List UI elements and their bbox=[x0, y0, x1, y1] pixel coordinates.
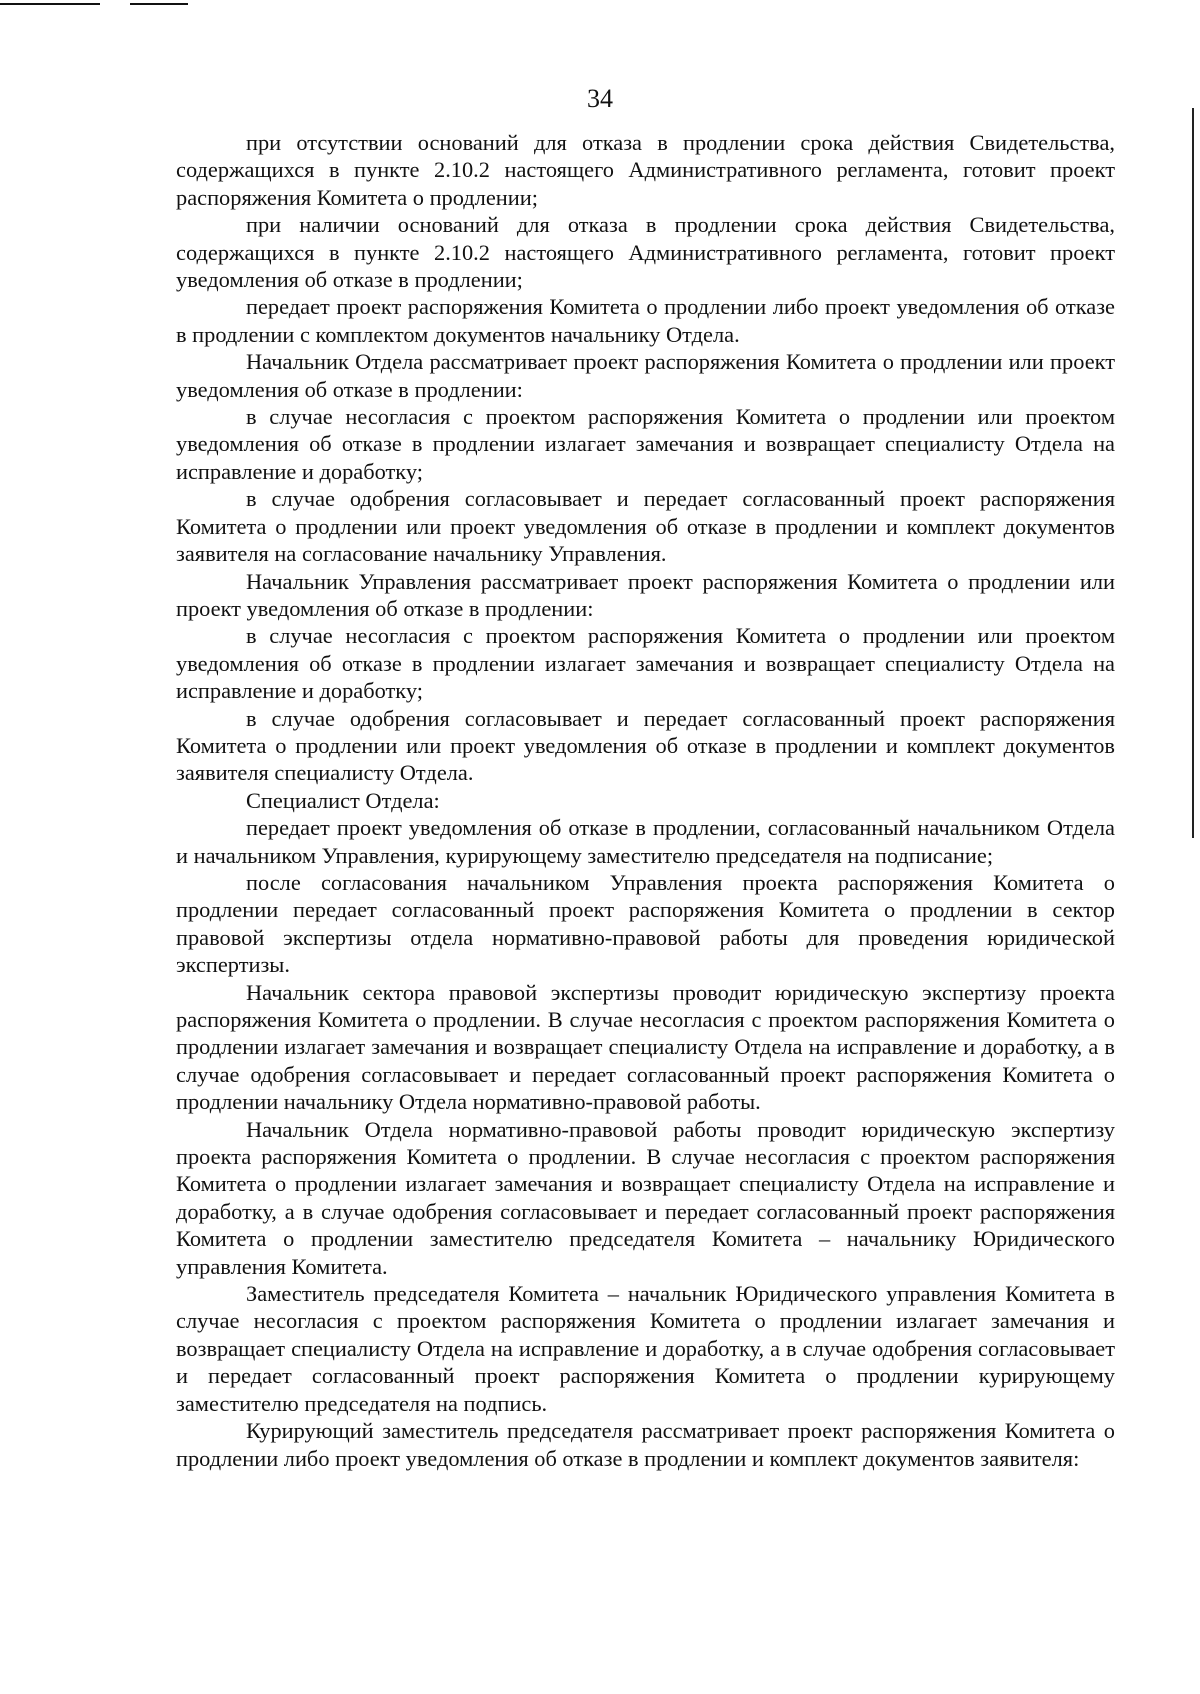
scan-artifact-mark bbox=[0, 3, 100, 5]
paragraph: передает проект распоряжения Комитета о продлении либо проект уведомления об отказе в продлении с комплектом документов начальнику Отдела. bbox=[176, 294, 1115, 347]
paragraph: в случае несогласия с проектом распоряжения Комитета о продлении или проектом уведомления об отказе в продлении излагает замечания и возвращает специалисту Отдела на исправление и доработку; bbox=[176, 404, 1115, 484]
page-number: 34 bbox=[587, 84, 613, 113]
document-body bbox=[176, 129, 1115, 1472]
paragraph: передает проект уведомления об отказе в продлении, согласованный начальником Отдела и начальником Управления, курирующему заместителю председателя на подписание; bbox=[176, 815, 1115, 868]
paragraph: Начальник сектора правовой экспертизы проводит юридическую экспертизу проекта распоряжения Комитета о продлении. В случае несогласия с проектом распоряжения Комитета о продлении излагает замечания и возвращает специалисту Отдела на исправление и доработку, а в случае одобрения согласовывает и передает согласованный проект распоряжения Комитета о продлении начальнику Отдела нормативно-правовой работы. bbox=[176, 979, 1115, 1115]
paragraph: в случае несогласия с проектом распоряжения Комитета о продлении или проектом уведомления об отказе в продлении излагает замечания и возвращает специалисту Отдела на исправление и доработку; bbox=[176, 623, 1115, 704]
paragraph: в случае одобрения согласовывает и передает согласованный проект распоряжения Комитета о продлении или проект уведомления об отказе в продлении и комплект документов заявителя на согласование начальнику Управления. bbox=[176, 486, 1115, 567]
paragraph: при наличии оснований для отказа в продлении срока действия Свидетельства, содержащихся в пункте 2.10.2 настоящего Административного регламента, готовит проект уведомления об отказе в продлении; bbox=[176, 212, 1115, 293]
paragraph: после согласования начальником Управления проекта распоряжения Комитета о продлении передает согласованный проект распоряжения Комитета о продлении в сектор правовой экспертизы отдела нормативно-правовой работы для проведения юридической экспертизы. bbox=[176, 869, 1115, 978]
scan-artifact-mark bbox=[130, 3, 188, 5]
paragraph: Заместитель председателя Комитета – начальник Юридического управления Комитета в случае несогласия с проектом распоряжения Комитета о продлении излагает замечания и возвращает специалисту Отдела на исправление и доработку, а в случае одобрения согласовывает и передает согласованный проект распоряжения Комитета о продлении курирующему заместителю председателя на подпись. bbox=[176, 1281, 1115, 1416]
paragraph: в случае одобрения согласовывает и передает согласованный проект распоряжения Комитета о продлении или проект уведомления об отказе в продлении и комплект документов заявителя специалисту Отдела. bbox=[176, 705, 1115, 786]
paragraph: при отсутствии оснований для отказа в продлении срока действия Свидетельства, содержащихся в пункте 2.10.2 настоящего Административного регламента, готовит проект распоряжения Комитета о продлении; bbox=[176, 130, 1115, 210]
paragraph: Начальник Управления рассматривает проект распоряжения Комитета о продлении или проект уведомления об отказе в продлении: bbox=[176, 568, 1115, 621]
paragraph: Начальник Отдела нормативно-правовой работы проводит юридическую экспертизу проекта распоряжения Комитета о продлении. В случае несогласия с проектом распоряжения Комитета о продлении излагает замечания и возвращает специалисту Отдела на исправление и доработку, а в случае одобрения согласовывает и передает согласованный проект распоряжения Комитета о продлении заместителю председателя Комитета – начальнику Юридического управления Комитета. bbox=[176, 1116, 1115, 1279]
paragraph: Специалист Отдела: bbox=[246, 787, 440, 813]
paragraph: Начальник Отдела рассматривает проект распоряжения Комитета о продлении или проект уведомления об отказе в продлении: bbox=[176, 349, 1115, 402]
paragraph: Курирующий заместитель председателя рассматривает проект распоряжения Комитета о продлении либо проект уведомления об отказе в продлении и комплект документов заявителя: bbox=[176, 1418, 1115, 1471]
scan-edge-line bbox=[1192, 108, 1194, 838]
